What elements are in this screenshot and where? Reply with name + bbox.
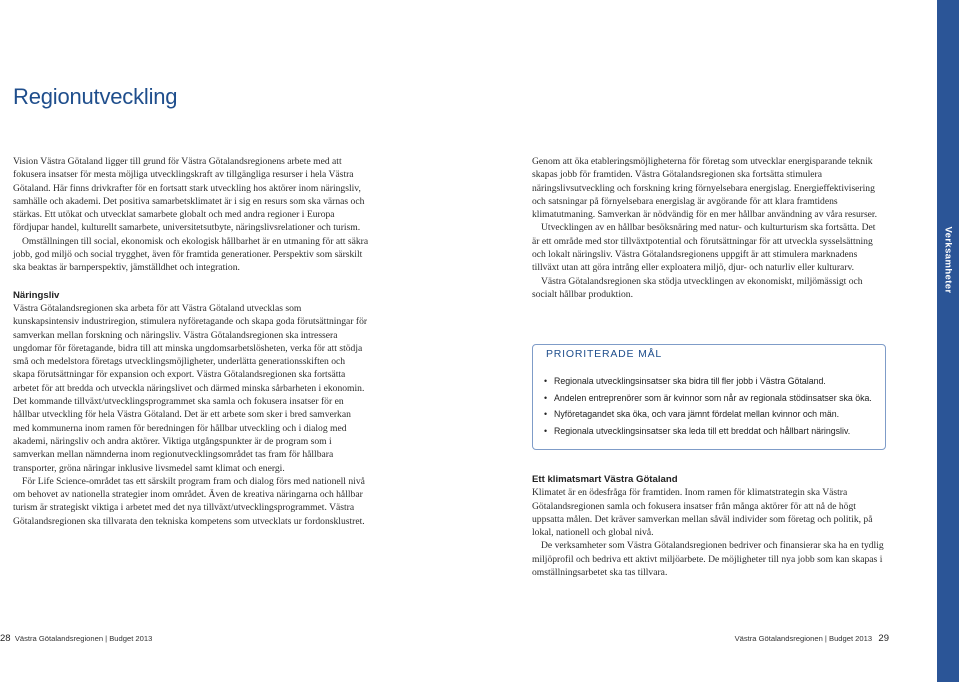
right-column xyxy=(532,155,884,301)
section-side-tab xyxy=(937,0,959,682)
prioriterade-mal-label: PRIORITERADE MÅL xyxy=(541,348,667,360)
footer-left xyxy=(0,633,152,644)
klimat-heading: Ett klimatsmart Västra Götaland xyxy=(532,474,678,485)
klimat-paragraph: De verksamheter som Västra Götalandsregionen bedriver och finansierar ska ha en tydlig miljöprofil och bedriva ett aktivt miljöarbete. De möjligheter till nya jobb som kan skapas i omställningsarbetet ska tas tillvara. xyxy=(532,540,884,579)
naringsliv-heading: Näringsliv xyxy=(13,289,60,301)
right-paragraph: Genom att öka etableringsmöjligheterna för företag som utvecklar energisparande teknik skapas jobb för framtiden. Västra Götalandsregionen ska fortsätta stimulera näringslivsutveckling och forskning kring förnyelsebara energislag. Energieffektivisering och satsningar på förnyelsebara energislag är avgörande för att klara framtidens klimatutmaning. Samverkan är nödvändig för en mer hållbar användning av våra resurser. xyxy=(532,156,877,221)
page-title: Regionutveckling xyxy=(13,84,178,109)
footer-right xyxy=(735,633,889,644)
bullet-icon: • xyxy=(544,425,548,436)
list-item xyxy=(543,373,883,390)
list-item-text: Nyföretagandet ska öka, och vara jämnt fördelat mellan kvinnor och män. xyxy=(554,409,840,420)
list-item-text: Andelen entreprenörer som är kvinnor som når av regionala stödinsatser ska öka. xyxy=(554,392,872,403)
list-item xyxy=(543,390,883,407)
footer-right-text: Västra Götalandsregionen | Budget 2013 xyxy=(734,634,873,643)
right-paragraph: Västra Götalandsregionen ska stödja utvecklingen av ekonomiskt, miljömässigt och socialt hållbar produktion. xyxy=(532,275,863,300)
side-tab-text: Verksamheter xyxy=(942,226,954,294)
section-side-label xyxy=(937,200,959,320)
footer-left-text: Västra Götalandsregionen | Budget 2013 xyxy=(14,634,153,643)
klimat-section xyxy=(532,473,884,579)
intro-paragraph: Vision Västra Götaland ligger till grund för Västra Götalandsregionens arbete med att fokusera insatser för mesta möjliga utvecklingskraft av tillgängliga resurser i hela Västra Götaland. Här finns drivkrafter för en fortsatt stark utveckling hos aktörer inom näringsliv, samhälle och akademi. Det positiva samarbetsklimatet är i sig en resurs som ska värnas och stärkas. Ett utökat och utvecklat samarbete globalt och med andra regioner i Europa fördjupar handel, kulturellt samarbete, universitetsutbyte, näringslivsrelationer och turism. xyxy=(13,156,365,234)
page-number-right: 29 xyxy=(878,633,889,644)
page-number-left: 28 xyxy=(0,633,11,644)
right-paragraph: Utvecklingen av en hållbar besöksnäring med natur- och kulturturism ska fortsätta. Det är ett område med stor tillväxtpotential och förutsättningar för att utveckla sysselsättning och lokalt näringsliv. Västra Götalandsregionens uppgift är att stimulera marknadens tillväxt utan att göra intrång eller exploatera miljö, djur- och naturliv eller kulturarv. xyxy=(532,222,876,274)
naringsliv-paragraph: Västra Götalandsregionen ska arbeta för att Västra Götaland utvecklas som kunskapsintensiv industriregion, stimulera nyföretagande och skapa goda förutsättningar för samverkan mellan forskning och näringsliv. Västra Götalandsregionen ska intressera ungdomar för företagande, bidra till att minska ungdomsarbetslösheten, verka för att stödja små och medelstora företags utvecklingsmöjligheter, underlätta generationsskiften och skapa förutsättningar för expansion och export. Västra Götalandsregionen ska fortsätta arbetet för att bredda och utveckla näringslivet och därmed minska sårbarheten i ekonomin. Det kommande tillväxt/utvecklingsprogrammet ska samla och fokusera insatser för en hållbar utveckling för hela Västra Götaland. Det är ett arbete som sker i bred samverkan med kommunerna inom ramen för beredningen för hållbar utveckling och i dialog med akademi, näringsliv och andra aktörer. Viktiga utgångspunkter är de program som i samverkan mellan nämnderna inom regionutvecklingsområdet tas fram för hållbara transporter, gröna näringar inklusive livsmedel samt klimat och energi. xyxy=(13,302,368,474)
prioriterade-mal-list xyxy=(543,373,883,439)
list-item xyxy=(543,423,883,440)
naringsliv-paragraph: För Life Science-området tas ett särskilt program fram och dialog förs med nationell nivå om behovet av nationella strategier inom området. Även de kreativa näringarna och hållbar turism är strategiskt viktiga i arbetet med det nya tillväxt/utvecklingsprogrammet. Västra Götalandsregionen ska tillvarata den tekniska kompetens som utvecklats ur fordonsklustret. xyxy=(13,475,365,527)
list-item xyxy=(543,406,883,423)
bullet-icon: • xyxy=(544,409,548,420)
klimat-paragraph: Klimatet är en ödesfråga för framtiden. Inom ramen för klimatstrategin ska Västra Götalandsregionen samla och fokusera insatser från många aktörer för att nå de högt uppsatta målen. Det kräver samverkan mellan såväl individer som företag och politik, på lokal, nationell och global nivå. xyxy=(532,487,873,539)
left-column xyxy=(13,155,369,528)
bullet-icon: • xyxy=(544,376,548,386)
list-item-text: Regionala utvecklingsinsatser ska leda till ett breddat och hållbart näringsliv. xyxy=(554,425,851,436)
bullet-icon: • xyxy=(544,392,548,403)
list-item-text: Regionala utvecklingsinsatser ska bidra till fler jobb i Västra Götaland. xyxy=(554,376,826,386)
intro-paragraph: Omställningen till social, ekonomisk och ekologisk hållbarhet är en utmaning för att säkra jobb, god miljö och social trygghet, även för framtida generationer. Perspektiv som särskilt ska beaktas är barnperspektiv, jämställdhet och integration. xyxy=(13,235,369,274)
